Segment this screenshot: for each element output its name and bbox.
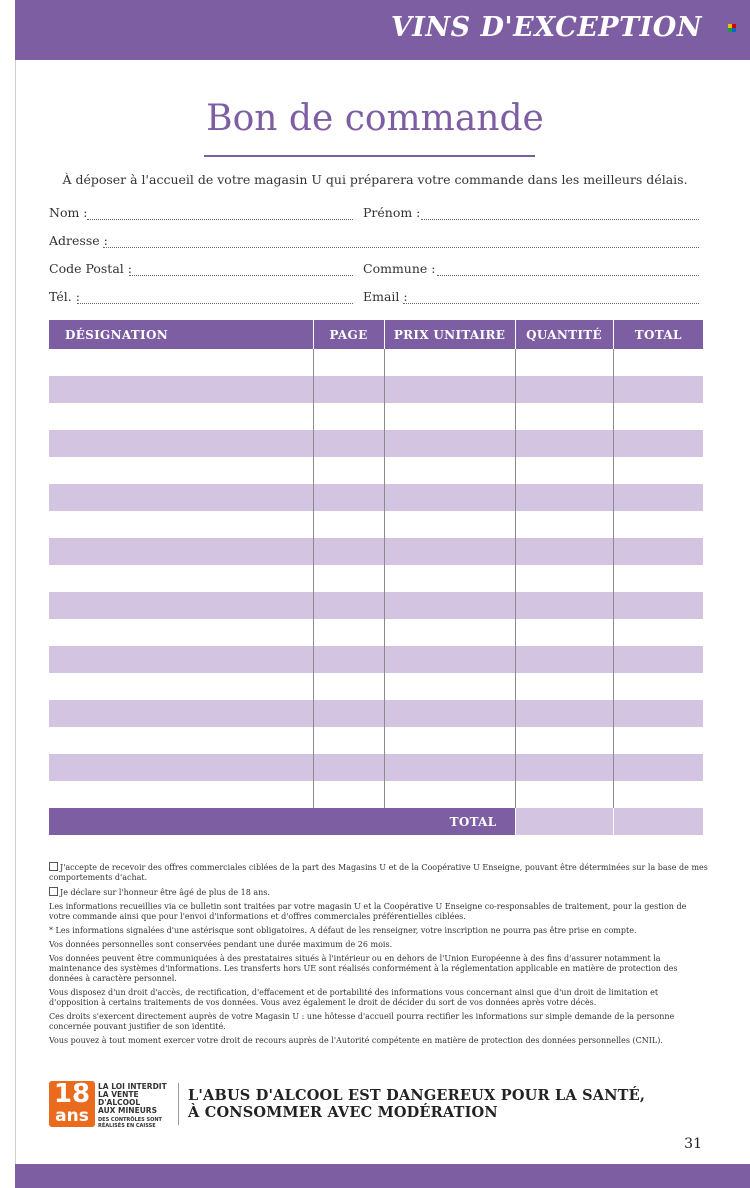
- cell-page[interactable]: [313, 781, 384, 808]
- legal-paragraph: Vos données peuvent être communiquées à des prestataires situés à l'intérieur ou en dehors de l'Union Européenne à des fins d'assurer notamment la maintenance des systèmes d'informations. Les transferts hors UE sont réalisés conformément à la réglementation applicable en matière de protection des données à caractère personnel.: [49, 954, 678, 983]
- col-page: PAGE: [313, 320, 384, 349]
- prenom-label: Prénom :: [363, 205, 421, 220]
- cell-page[interactable]: [313, 484, 384, 511]
- legal-paragraph: Vos données personnelles sont conservées pendant une durée maximum de 26 mois.: [49, 940, 393, 949]
- age-unit: ans: [55, 1106, 89, 1126]
- cell-quantite[interactable]: [515, 673, 613, 700]
- cell-page[interactable]: [313, 430, 384, 457]
- cell-quantite[interactable]: [515, 457, 613, 484]
- cell-prix[interactable]: [384, 430, 515, 457]
- cell-designation[interactable]: [49, 673, 313, 700]
- title-underline: [204, 155, 535, 157]
- col-quantite: QUANTITÉ: [515, 320, 613, 349]
- tel-field[interactable]: [49, 289, 355, 304]
- cell-quantite[interactable]: [515, 781, 613, 808]
- cell-prix[interactable]: [384, 727, 515, 754]
- cell-page[interactable]: [313, 700, 384, 727]
- email-line: [403, 303, 699, 304]
- cell-total[interactable]: [613, 673, 703, 700]
- cell-quantite[interactable]: [515, 754, 613, 781]
- adresse-label: Adresse :: [49, 233, 108, 248]
- cell-total[interactable]: [613, 403, 703, 430]
- legal-paragraph: Ces droits s'exercent directement auprès de votre Magasin U : une hôtesse d'accueil pourra rectifier les informations sur simple demande de la personne concernée pouvant justifier de son identité.: [49, 1012, 675, 1031]
- table-row: [49, 646, 703, 673]
- age-declaration-text: Je déclare sur l'honneur être âgé de plus de 18 ans.: [60, 888, 270, 897]
- cell-designation[interactable]: [49, 376, 313, 403]
- cell-designation[interactable]: [49, 403, 313, 430]
- cell-quantite[interactable]: [515, 727, 613, 754]
- table-row: [49, 673, 703, 700]
- commune-line: [437, 275, 699, 276]
- prenom-field[interactable]: [363, 205, 699, 220]
- total-amount-cell[interactable]: [613, 808, 703, 835]
- legal-paragraph: * Les informations signalées d'une astérisque sont obligatoires. A défaut de les renseigner, votre inscription ne pourra pas être prise en compte.: [49, 926, 637, 935]
- table-row: [49, 538, 703, 565]
- cell-total[interactable]: [613, 376, 703, 403]
- cell-page[interactable]: [313, 349, 384, 376]
- cell-page[interactable]: [313, 538, 384, 565]
- table-header-row: [49, 320, 703, 349]
- commune-label: Commune :: [363, 261, 436, 276]
- cell-total[interactable]: [613, 619, 703, 646]
- color-marks: [728, 24, 738, 34]
- cell-quantite[interactable]: [515, 538, 613, 565]
- cell-designation[interactable]: [49, 781, 313, 808]
- tel-label: Tél. :: [49, 289, 80, 304]
- cell-total[interactable]: [613, 646, 703, 673]
- table-row: [49, 457, 703, 484]
- age-declaration: [49, 887, 709, 898]
- table-row: [49, 484, 703, 511]
- cell-prix[interactable]: [384, 538, 515, 565]
- adresse-field[interactable]: [49, 233, 699, 248]
- cell-total[interactable]: [613, 592, 703, 619]
- cell-designation[interactable]: [49, 592, 313, 619]
- page-edge-rule: [15, 60, 16, 1164]
- cell-prix[interactable]: [384, 619, 515, 646]
- table-row: [49, 754, 703, 781]
- cell-prix[interactable]: [384, 403, 515, 430]
- cell-total[interactable]: [613, 565, 703, 592]
- cell-quantite[interactable]: [515, 565, 613, 592]
- cell-total[interactable]: [613, 511, 703, 538]
- cell-designation[interactable]: [49, 430, 313, 457]
- age-law-text: [98, 1082, 179, 1129]
- col-total: TOTAL: [613, 320, 703, 349]
- table-row: [49, 430, 703, 457]
- cell-prix[interactable]: [384, 484, 515, 511]
- page-title: Bon de commande: [206, 98, 544, 139]
- page-subtitle: À déposer à l'accueil de votre magasin U qui préparera votre commande dans les meilleurs délais.: [62, 172, 688, 187]
- email-label: Email :: [363, 289, 408, 304]
- cell-prix[interactable]: [384, 592, 515, 619]
- cell-prix[interactable]: [384, 457, 515, 484]
- health-warning-line1: L'ABUS D'ALCOOL EST DANGEREUX POUR LA SANTÉ,: [188, 1087, 646, 1104]
- footer-bar: [15, 1164, 750, 1188]
- cell-prix[interactable]: [384, 349, 515, 376]
- age-checkbox[interactable]: [49, 887, 58, 896]
- table-row: [49, 403, 703, 430]
- total-quantite-cell[interactable]: [515, 808, 613, 835]
- age-number: 18: [53, 1079, 91, 1109]
- code-postal-field[interactable]: [49, 261, 355, 276]
- health-warning-line2: À CONSOMMER AVEC MODÉRATION: [188, 1104, 498, 1121]
- cell-page[interactable]: [313, 619, 384, 646]
- cell-prix[interactable]: [384, 673, 515, 700]
- legal-paragraph: Vous pouvez à tout moment exercer votre droit de recours auprès de l'Autorité compétente en matière de protection des données personnelles (CNIL).: [49, 1036, 663, 1045]
- cell-page[interactable]: [313, 376, 384, 403]
- cell-designation[interactable]: [49, 619, 313, 646]
- table-row: [49, 727, 703, 754]
- age-law-line2: LA VENTE D'ALCOOL: [98, 1090, 141, 1107]
- offers-consent: [49, 862, 709, 883]
- cell-designation[interactable]: [49, 538, 313, 565]
- offers-consent-text: J'accepte de recevoir des offres commerciales ciblées de la part des Magasins U et de la Coopérative U Enseigne, pouvant être déterminées sur la base de mes comportements d'achat.: [49, 863, 708, 882]
- age-restriction-badge: [49, 1081, 177, 1127]
- cell-quantite[interactable]: [515, 349, 613, 376]
- code-postal-line: [129, 275, 353, 276]
- cell-page[interactable]: [313, 511, 384, 538]
- table-row: [49, 592, 703, 619]
- cell-designation[interactable]: [49, 754, 313, 781]
- header-title: VINS D'EXCEPTION: [390, 12, 702, 43]
- table-row: [49, 619, 703, 646]
- cell-total[interactable]: [613, 754, 703, 781]
- cell-designation[interactable]: [49, 646, 313, 673]
- cell-designation[interactable]: [49, 511, 313, 538]
- cell-prix[interactable]: [384, 781, 515, 808]
- total-row: [49, 808, 703, 835]
- adresse-line: [103, 247, 699, 248]
- age-18-icon: [49, 1081, 95, 1127]
- cell-prix[interactable]: [384, 511, 515, 538]
- cell-page[interactable]: [313, 457, 384, 484]
- cell-designation[interactable]: [49, 565, 313, 592]
- col-prix-unitaire: PRIX UNITAIRE: [384, 320, 515, 349]
- table-row: [49, 781, 703, 808]
- cell-total[interactable]: [613, 538, 703, 565]
- header-bar: [15, 0, 750, 60]
- commune-field[interactable]: [363, 261, 699, 276]
- cell-quantite[interactable]: [515, 619, 613, 646]
- cell-total[interactable]: [613, 457, 703, 484]
- legal-paragraph: Les informations recueillies via ce bulletin sont traitées par votre magasin U et la Coopérative U Enseigne co-responsables de traitement, pour la gestion de votre commande ainsi que pour l'envoi d'informations et d'offres commerciales préférentielles ciblées.: [49, 902, 687, 921]
- age-law-line3: AUX MINEURS: [98, 1106, 157, 1115]
- cell-total[interactable]: [613, 430, 703, 457]
- cell-page[interactable]: [313, 592, 384, 619]
- cell-total[interactable]: [613, 700, 703, 727]
- tel-line: [77, 303, 353, 304]
- cell-designation[interactable]: [49, 457, 313, 484]
- col-designation: DÉSIGNATION: [49, 320, 313, 349]
- table-row: [49, 376, 703, 403]
- cell-designation[interactable]: [49, 349, 313, 376]
- legal-section: [49, 862, 709, 1050]
- cell-prix[interactable]: [384, 646, 515, 673]
- cell-quantite[interactable]: [515, 592, 613, 619]
- cell-designation[interactable]: [49, 727, 313, 754]
- nom-line: [87, 219, 353, 220]
- cell-quantite[interactable]: [515, 646, 613, 673]
- table-row: [49, 511, 703, 538]
- cell-page[interactable]: [313, 565, 384, 592]
- cell-quantite[interactable]: [515, 511, 613, 538]
- cell-page[interactable]: [313, 727, 384, 754]
- cell-total[interactable]: [613, 484, 703, 511]
- cell-quantite[interactable]: [515, 376, 613, 403]
- nom-label: Nom :: [49, 205, 88, 220]
- order-table: [49, 320, 704, 835]
- cell-total[interactable]: [613, 781, 703, 808]
- cell-designation[interactable]: [49, 484, 313, 511]
- prenom-line: [421, 219, 699, 220]
- cell-quantite[interactable]: [515, 403, 613, 430]
- cell-page[interactable]: [313, 403, 384, 430]
- total-label: TOTAL: [49, 808, 515, 835]
- page-number: 31: [684, 1136, 702, 1152]
- table-row: [49, 349, 703, 376]
- cell-quantite[interactable]: [515, 700, 613, 727]
- age-law-line1: LA LOI INTERDIT: [98, 1082, 167, 1091]
- cell-page[interactable]: [313, 646, 384, 673]
- cell-prix[interactable]: [384, 376, 515, 403]
- cell-page[interactable]: [313, 754, 384, 781]
- cell-designation[interactable]: [49, 700, 313, 727]
- legal-paragraph: Vous disposez d'un droit d'accès, de rectification, d'effacement et de portabilité des informations vous concernant ainsi que d'un droit de limitation et d'opposition à certains traitements de vos données. Vous avez également le droit de décider du sort de vos données après votre décès.: [49, 988, 659, 1007]
- table-row: [49, 565, 703, 592]
- cell-quantite[interactable]: [515, 484, 613, 511]
- nom-field[interactable]: [49, 205, 355, 220]
- cell-prix[interactable]: [384, 700, 515, 727]
- cell-page[interactable]: [313, 673, 384, 700]
- cell-total[interactable]: [613, 349, 703, 376]
- offers-checkbox[interactable]: [49, 862, 58, 871]
- cell-prix[interactable]: [384, 754, 515, 781]
- cell-quantite[interactable]: [515, 430, 613, 457]
- code-postal-label: Code Postal :: [49, 261, 132, 276]
- table-row: [49, 700, 703, 727]
- age-law-small: DES CONTRÔLES SONT RÉALISÉS EN CAISSE: [98, 1117, 162, 1129]
- cell-prix[interactable]: [384, 565, 515, 592]
- health-warning: [188, 1087, 645, 1121]
- email-field[interactable]: [363, 289, 699, 304]
- cell-total[interactable]: [613, 727, 703, 754]
